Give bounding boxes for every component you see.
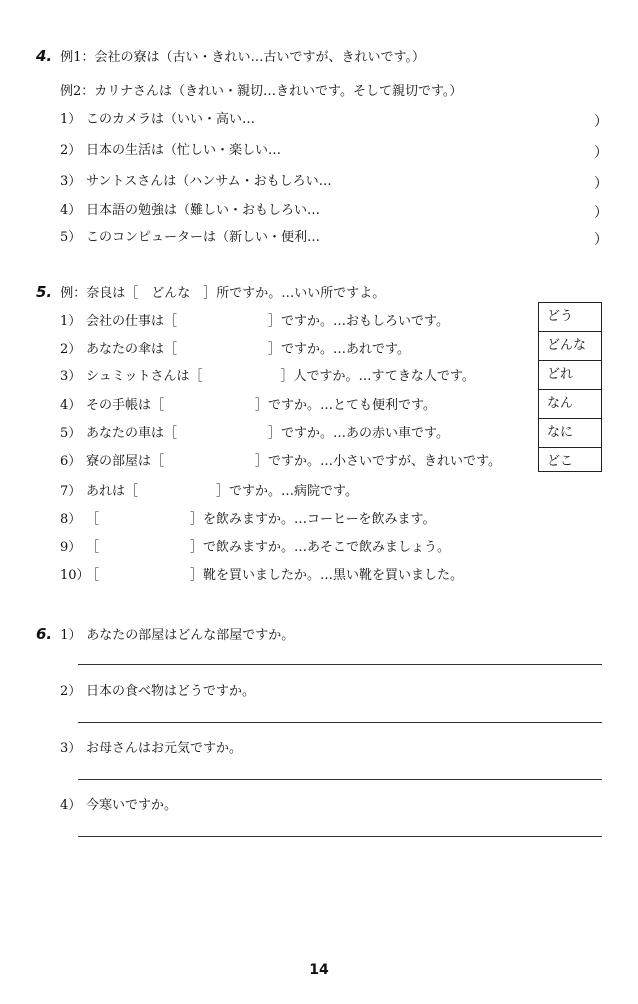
item-text: 日本語の勉強は（難しい・おもしろい… [86, 203, 321, 218]
word-choice: どれ [539, 361, 601, 390]
item-text: あなたの傘は［ ］ですか。…あれです。 [86, 342, 410, 357]
item-number: 4） [60, 203, 82, 218]
section4-example1: 例1：会社の寮は（古い・きれい…古いですが、きれいです。） [60, 50, 426, 65]
item-number: 2） [60, 143, 82, 158]
item-text: その手帳は［ ］ですか。…とても便利です。 [86, 398, 436, 413]
item-text: あなたの車は［ ］ですか。…あの赤い車です。 [86, 426, 449, 441]
item-number: 4） [60, 398, 82, 413]
section4-item-4 [60, 202, 320, 220]
word-choice: どう [539, 303, 601, 332]
answer-line-3[interactable] [78, 779, 602, 780]
closing-paren: ） [594, 145, 608, 161]
item-text: 今寒いですか。 [86, 798, 178, 813]
closing-paren: ） [594, 176, 608, 192]
section5-item-6 [60, 453, 501, 471]
section6-item-4 [60, 797, 177, 815]
item-number: 9） [60, 540, 82, 555]
item-text: 日本の食べ物はどうですか。 [86, 684, 256, 699]
item-number: 10） [60, 568, 90, 583]
item-number: 1） [60, 112, 82, 127]
item-text: お母さんはお元気ですか。 [86, 741, 243, 756]
section5-example: 例：奈良は［ どんな ］所ですか。…いい所ですよ。 [60, 286, 386, 301]
item-text: サントスさんは（ハンサム・おもしろい… [86, 174, 332, 189]
item-number: 8） [60, 512, 82, 527]
item-text: ［ ］で飲みますか。…あそこで飲みましょう。 [86, 540, 451, 555]
item-number: 3） [60, 741, 82, 756]
section4-item-1 [60, 111, 255, 129]
item-text: 会社の仕事は［ ］ですか。…おもしろいです。 [86, 314, 449, 329]
item-number: 1） [60, 314, 82, 329]
word-choice: なん [539, 390, 601, 419]
answer-line-2[interactable] [78, 722, 602, 723]
item-number: 4） [60, 798, 82, 813]
item-number: 2） [60, 342, 82, 357]
section6-item-2 [60, 683, 255, 701]
item-text: このコンピューターは（新しい・便利… [86, 230, 321, 245]
section6-item-3 [60, 740, 242, 758]
section4-item-2 [60, 142, 281, 160]
closing-paren: ） [594, 232, 608, 248]
section4-item-5 [60, 229, 320, 247]
item-text: 日本の生活は（忙しい・楽しい… [86, 143, 282, 158]
section6-number: 6. [36, 625, 53, 643]
section5-item-7 [60, 483, 358, 501]
item-text: このカメラは（いい・高い… [86, 112, 256, 127]
section5-item-8 [60, 511, 435, 529]
item-number: 5） [60, 230, 82, 245]
section4-item-3 [60, 173, 332, 191]
item-number: 1） [60, 628, 82, 643]
section5-item-1 [60, 313, 449, 331]
item-text: あなたの部屋はどんな部屋ですか。 [86, 628, 295, 643]
section4-example2: 例2：カリナさんは（きれい・親切…きれいです。そして親切です。） [60, 84, 463, 99]
item-text: ［ ］を飲みますか。…コーヒーを飲みます。 [86, 512, 436, 527]
closing-paren: ） [594, 114, 608, 130]
item-number: 3） [60, 369, 82, 384]
item-number: 3） [60, 174, 82, 189]
word-choice: なに [539, 419, 601, 448]
section5-example-line [36, 283, 385, 303]
section5-item-2 [60, 341, 410, 359]
item-number: 6） [60, 454, 82, 469]
section5-item-10 [60, 567, 463, 585]
section6-item-1-line [36, 625, 294, 645]
word-choice: どんな [539, 332, 601, 361]
item-text: あれは［ ］ですか。…病院です。 [86, 484, 358, 499]
page-number: 14 [309, 962, 329, 978]
item-number: 7） [60, 484, 82, 499]
item-text: 寮の部屋は［ ］ですか。…小さいですが、きれいです。 [86, 454, 501, 469]
section5-item-3 [60, 368, 475, 386]
closing-paren: ） [594, 205, 608, 221]
item-text: シュミットさんは［ ］人ですか。…すてきな人です。 [86, 369, 475, 384]
answer-line-4[interactable] [78, 836, 602, 837]
item-text: ［ ］靴を買いましたか。…黒い靴を買いました。 [86, 568, 464, 583]
word-choice-box [538, 302, 602, 472]
answer-line-1[interactable] [78, 664, 602, 665]
word-choice: どこ [547, 454, 574, 469]
item-number: 2） [60, 684, 82, 699]
section5-item-5 [60, 425, 449, 443]
section5-item-9 [60, 539, 450, 557]
section5-number: 5. [36, 283, 53, 301]
item-number: 5） [60, 426, 82, 441]
section4-example1-line [36, 47, 425, 67]
section5-item-4 [60, 397, 436, 415]
section4-number: 4. [36, 47, 53, 65]
